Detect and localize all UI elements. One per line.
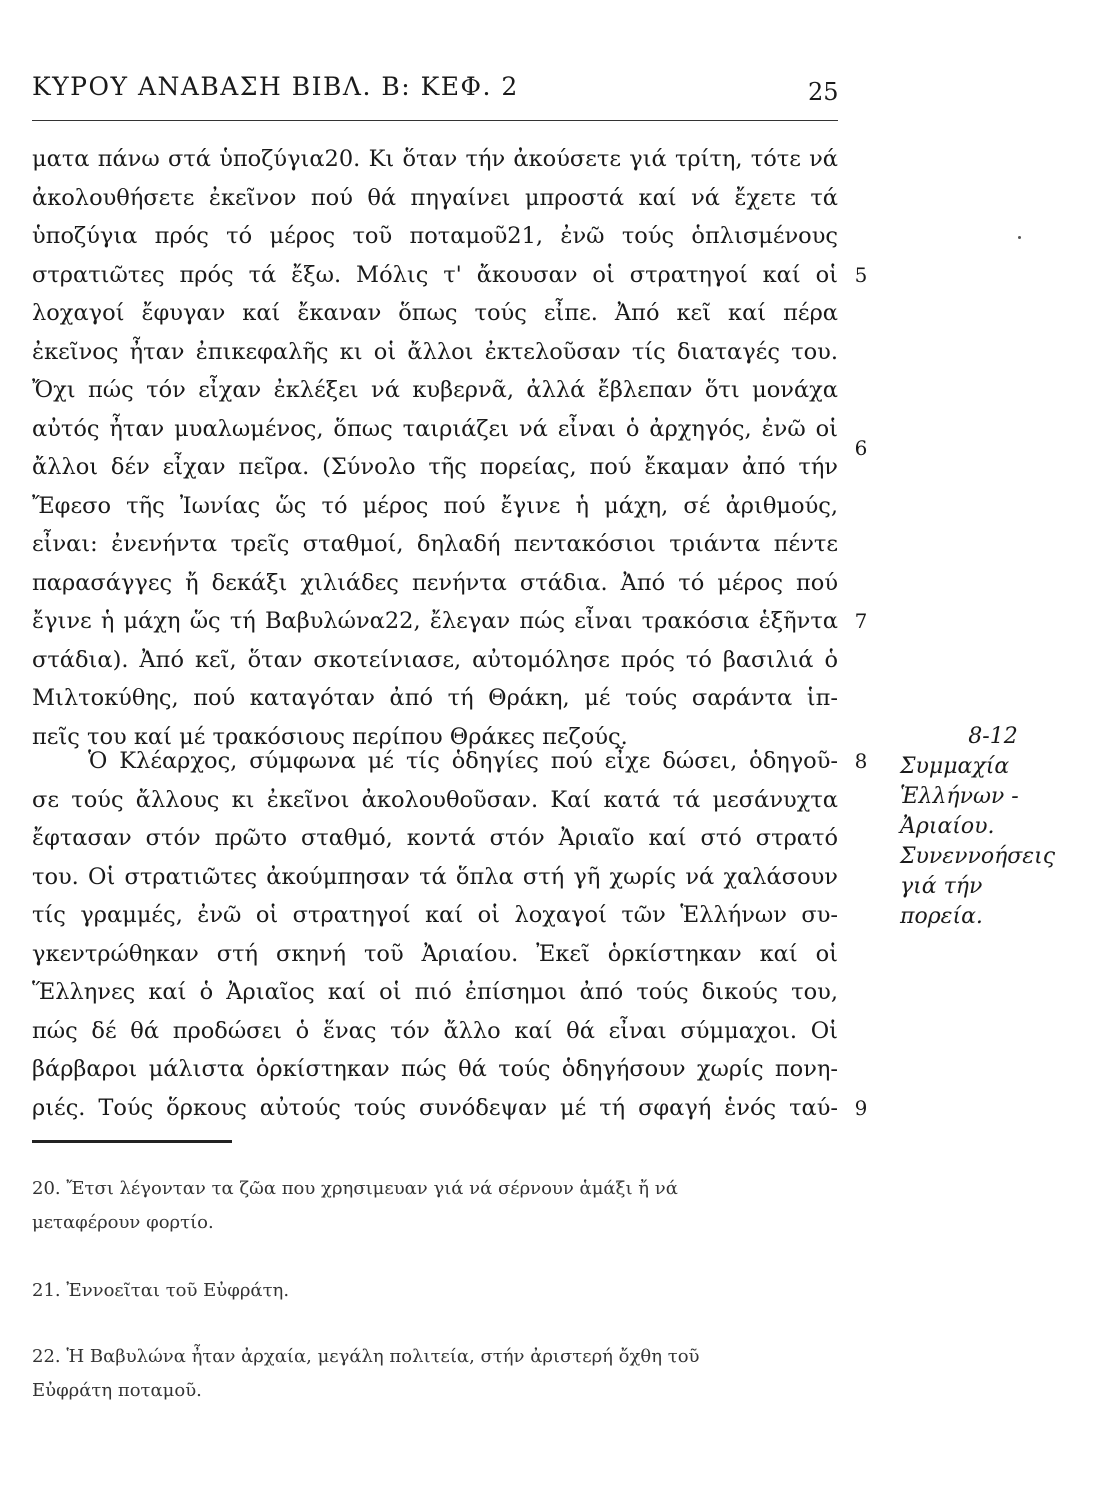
running-title: ΚΥΡΟΥ ΑΝΑΒΑΣΗ ΒΙΒΛ. Β: ΚΕΦ. 2 [32,72,519,101]
margin-note-line: Συμμαχία [900,754,1010,779]
line-number-7: 7 [854,609,868,633]
line-number-8: 8 [854,749,868,773]
margin-note-line: Ἀριαίου. [900,814,995,839]
paragraph-1 [32,140,838,756]
text-line: στρατιῶτες πρός τά ἔξω. Μόλις τ' ἄκουσαν οἱ στρατηγοί καί οἱ [32,261,838,288]
footnote-20 [32,1172,838,1240]
text-line: παρασάγγες ἤ δεκάξι χιλιάδες πενήντα στάδια. Ἀπό τό μέρος πού [32,569,838,596]
line-number-5: 5 [854,263,868,287]
text-line: αὐτός ἦταν μυαλωμένος, ὅπως ταιριάζει νά εἶναι ὁ ἀρχηγός, ἐνῶ οἱ [32,415,838,442]
text-line: εἶναι: ἐνενήντα τρεῖς σταθμοί, δηλαδή πεντακόσιοι τριάντα πέντε [32,531,838,557]
text-line: Ἔφεσο τῆς Ἰωνίας ὥς τό μέρος πού ἔγινε ἡ μάχη, σέ ἀριθμούς, [32,492,838,519]
text-line: τίς γραμμές, ἐνῶ οἱ στρατηγοί καί οἱ λοχαγοί τῶν Ἑλλήνων συ- [32,902,838,928]
footnote-22 [32,1340,838,1408]
margin-note-line: Συνεννοήσεις [900,844,1056,869]
margin-note-line: γιά τήν [900,874,983,899]
scan-speck [1018,236,1021,239]
text-line: ἔγινε ἡ μάχη ὥς τή Βαβυλώνα22, ἔλεγαν πώς εἶναι τρακόσια ἑξῆντα [32,608,838,634]
margin-note-range: 8-12 [968,724,1018,749]
footnote-line: μεταφέρουν φορτίο. [32,1212,214,1233]
text-line: ματα πάνω στά ὑποζύγια20. Κι ὅταν τήν ἀκούσετε γιά τρίτη, τότε νά [32,146,838,172]
footnote-line: Εὐφράτη ποταμοῦ. [32,1380,202,1401]
header-rule [32,120,838,121]
text-line: ἀκολουθήσετε ἐκεῖνον πού θά πηγαίνει μπροστά καί νά ἔχετε τά [32,184,838,211]
text-line: γκεντρώθηκαν στή σκηνή τοῦ Ἀριαίου. Ἐκεῖ ὁρκίστηκαν καί οἱ [32,940,838,967]
text-line: στάδια). Ἀπό κεῖ, ὅταν σκοτείνιασε, αὐτομόλησε πρός τό βασιλιά ὁ [32,646,838,673]
text-line: ὑποζύγια πρός τό μέρος τοῦ ποταμοῦ21, ἐνῶ τούς ὁπλισμένους [32,223,838,249]
line-number-9: 9 [854,1096,868,1120]
text-line: ἐκεῖνος ἦταν ἐπικεφαλῆς κι οἱ ἄλλοι ἐκτελοῦσαν τίς διαταγές του. [32,338,838,365]
text-line: λοχαγοί ἔφυγαν καί ἔκαναν ὅπως τούς εἶπε. Ἀπό κεῖ καί πέρα [32,300,838,326]
footnote-line: 21. Ἐννοεῖται τοῦ Εὐφράτη. [32,1280,290,1301]
text-line: βάρβαροι μάλιστα ὁρκίστηκαν πώς θά τούς ὁδηγήσουν χωρίς πονη- [32,1056,838,1082]
text-line: Ἕλληνες καί ὁ Ἀριαῖος καί οἱ πιό ἐπίσημοι ἀπό τούς δικούς του, [32,979,838,1005]
text-line: σε τούς ἄλλους κι ἐκεῖνοι ἀκολουθοῦσαν. Καί κατά τά μεσάνυχτα [32,786,838,813]
page-number: 25 [808,78,839,106]
text-line: του. Οἱ στρατιῶτες ἀκούμπησαν τά ὅπλα στή γῆ χωρίς νά χαλάσουν [32,863,838,890]
text-line: πεῖς του καί μέ τρακόσιους περίπου Θράκες πεζούς. [32,723,628,750]
margin-note-line: πορεία. [900,904,983,929]
line-number-6: 6 [854,436,868,460]
text-line: ἄλλοι δέν εἶχαν πεῖρα. (Σύνολο τῆς πορείας, πού ἔκαμαν ἀπό τήν [32,454,838,480]
text-line: πώς δέ θά προδώσει ὁ ἕνας τόν ἄλλο καί θά εἶναι σύμμαχοι. Οἱ [32,1017,838,1044]
footnote-21 [32,1274,838,1308]
paragraph-2 [32,742,838,1127]
text-line: ἔφτασαν στόν πρῶτο σταθμό, κοντά στόν Ἀριαῖο καί στό στρατό [32,825,838,851]
text-line: Ὁ Κλέαρχος, σύμφωνα μέ τίς ὁδηγίες πού εἶχε δώσει, ὁδηγοῦ- [88,748,838,774]
footnote-line: 22. Ἡ Βαβυλώνα ἦταν ἀρχαία, μεγάλη πολιτεία, στήν ἀριστερή ὄχθη τοῦ [32,1346,700,1367]
text-line: Μιλτοκύθης, πού καταγόταν ἀπό τή Θράκη, μέ τούς σαράντα ἱπ- [32,685,838,711]
margin-note [888,722,1098,932]
margin-note-line: Ἑλλήνων - [900,784,1019,809]
text-line: Ὄχι πώς τόν εἶχαν ἐκλέξει νά κυβερνᾶ, ἀλλά ἔβλεπαν ὅτι μονάχα [32,377,838,403]
text-line: ριές. Τούς ὅρκους αὐτούς τούς συνόδεψαν μέ τή σφαγή ἑνός ταύ- [32,1094,838,1121]
footnote-line: 20. Ἔτσι λέγονταν τα ζῶα που χρησιμευαν γιά νά σέρνουν ἁμάξι ἤ νά [32,1178,678,1199]
footnote-rule [32,1140,232,1143]
